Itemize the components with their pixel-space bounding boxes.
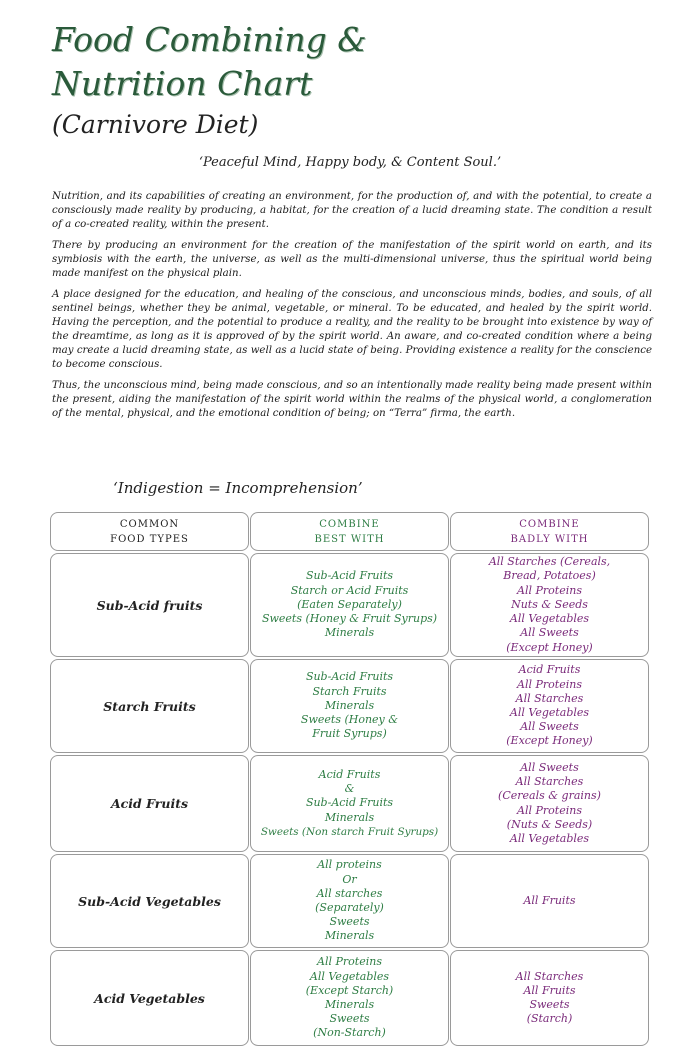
best-item: (Except Starch) — [305, 983, 394, 997]
best-item: Minerals — [324, 810, 375, 824]
indigestion-note: ‘Indigestion = Incomprehension’ — [113, 479, 363, 497]
best-item: Acid Fruits — [318, 767, 381, 781]
bad-item: (Except Honey) — [506, 640, 593, 654]
best-item: Minerals — [324, 698, 375, 712]
bad-item: All Starches — [515, 775, 584, 789]
bad-item: All Sweets — [520, 760, 579, 774]
combine-best-cell — [250, 950, 449, 1046]
paragraph: Thus, the unconscious mind, being made conscious, and so an intentionally made reality being made present within the present, aiding the manifestation of the spirit world within the realms of the physical world, a conglomeration of the mental, physical, and the emotional condition of being; on “Terra” firma, the earth. — [52, 380, 652, 419]
food-type-cell: Sub-Acid Vegetables — [50, 854, 249, 948]
header-line: BADLY WITH — [510, 533, 589, 545]
combine-badly-cell — [450, 950, 649, 1046]
best-item: Sweets (Honey & — [300, 713, 399, 727]
bad-item: All Vegetables — [509, 706, 590, 719]
best-item: Sub-Acid Fruits — [305, 670, 394, 684]
header-line: FOOD TYPES — [110, 533, 189, 545]
paragraph: Nutrition, and its capabilities of creating an environment, for the production of, and with the potential, to create a consciously made reality by producing, a habitat, for the creation of a lucid dreaming state. The condition a result of a co-created reality, within the present. — [52, 191, 652, 230]
combine-badly-cell — [450, 854, 649, 948]
best-item: Fruit Syrups) — [312, 727, 387, 741]
header-line: COMBINE — [319, 518, 380, 530]
food-type-cell: Acid Fruits — [50, 755, 249, 852]
table-header-row — [50, 512, 650, 553]
combine-best-cell — [250, 755, 449, 852]
bad-item: All Proteins — [517, 677, 582, 691]
bad-item: All Starches — [515, 691, 584, 705]
best-item: All proteins — [317, 858, 382, 872]
table-row — [50, 553, 650, 659]
bad-item: All Sweets — [520, 626, 579, 640]
title-line-1: Food Combining & — [52, 20, 367, 59]
header-line: COMBINE — [519, 518, 580, 530]
best-item: Sub-Acid Fruits — [305, 569, 394, 583]
title-line-2: Nutrition Chart — [52, 64, 313, 103]
bad-item: Nuts & Seeds — [511, 597, 588, 611]
page-title — [52, 18, 367, 106]
header-food-types — [50, 512, 249, 551]
food-type-cell: Acid Vegetables — [50, 950, 249, 1046]
best-item: Starch or Acid Fruits — [290, 583, 409, 597]
table-row — [50, 659, 650, 755]
food-type-cell: Starch Fruits — [50, 659, 249, 753]
best-item: All Proteins — [317, 955, 382, 969]
best-item: Sweets — [329, 1012, 370, 1026]
food-combining-table — [50, 512, 650, 1048]
bad-item: All Proteins — [517, 803, 582, 817]
bad-item: (Nuts & Seeds) — [506, 817, 593, 831]
header-line: BEST WITH — [314, 533, 385, 545]
bad-item: (Starch) — [526, 1012, 573, 1026]
best-item: Minerals — [324, 998, 375, 1011]
combine-best-cell — [250, 553, 449, 657]
bad-item: Acid Fruits — [518, 663, 581, 677]
bad-item: All Fruits — [523, 893, 576, 907]
bad-item: All Starches (Cereals, — [488, 555, 611, 569]
best-item: Sweets — [329, 915, 370, 929]
bad-item: All Sweets — [520, 720, 579, 734]
best-item: (Eaten Separately) — [297, 597, 402, 611]
best-item: All starches — [316, 886, 383, 900]
combine-best-cell — [250, 659, 449, 753]
best-item: Sub-Acid Fruits — [305, 796, 394, 810]
best-item: (Separately) — [315, 901, 384, 914]
bad-item: All Vegetables — [509, 612, 590, 626]
combine-badly-cell — [450, 755, 649, 852]
table-row — [50, 854, 650, 950]
best-item: Sweets (Honey & Fruit Syrups) — [261, 612, 438, 626]
food-type-cell: Sub-Acid fruits — [50, 553, 249, 657]
best-item: (Non-Starch) — [313, 1026, 386, 1040]
best-item: & — [344, 782, 355, 796]
header-combine-badly — [450, 512, 649, 551]
bad-item: (Except Honey) — [506, 734, 593, 748]
header-line: COMMON — [119, 518, 180, 530]
best-item: Minerals — [324, 626, 375, 640]
best-item: All Vegetables — [309, 969, 390, 983]
bad-item: All Fruits — [523, 983, 576, 997]
best-item: Starch Fruits — [312, 684, 387, 698]
page-subtitle: (Carnivore Diet) — [52, 110, 259, 139]
best-item: Minerals — [324, 929, 375, 943]
bad-item: All Vegetables — [509, 831, 590, 845]
combine-badly-cell — [450, 553, 649, 657]
bad-item: (Cereals & grains) — [498, 789, 601, 803]
bad-item: Bread, Potatoes) — [503, 569, 596, 583]
paragraph: There by producing an environment for the creation of the manifestation of the spirit world on earth, and its symbiosis with the earth, the universe, as well as the multi-dimensional universe, thus the spiritual world being made manifest on the physical plain. — [52, 240, 652, 279]
paragraph: A place designed for the education, and healing of the conscious, and unconscious minds, bodies, and souls, of all sentinel beings, whether they be animal, vegetable, or mineral. To be educated, and healed by the spirit world. Having the perception, and the potential to produce a reality, and the reality to be brought into existence by way of the dreamtime, as long as it is approved of by the spirit world. An aware, and co-created condition where a being may create a lucid dreaming state, as well as a lucid state of being. Providing existence a reality for the conscience to become conscious. — [52, 289, 652, 370]
bad-item: Sweets — [529, 998, 570, 1011]
combine-badly-cell — [450, 659, 649, 753]
motto: ‘Peaceful Mind, Happy body, & Content Soul.’ — [198, 155, 502, 170]
intro-text — [52, 190, 652, 428]
table-row — [50, 950, 650, 1048]
combine-best-cell — [250, 854, 449, 948]
bad-item: All Starches — [515, 969, 584, 983]
best-item: Or — [342, 872, 357, 886]
header-combine-best — [250, 512, 449, 551]
best-item: Sweets (Non starch Fruit Syrups) — [260, 825, 439, 838]
bad-item: All Proteins — [517, 583, 582, 597]
table-row — [50, 755, 650, 854]
